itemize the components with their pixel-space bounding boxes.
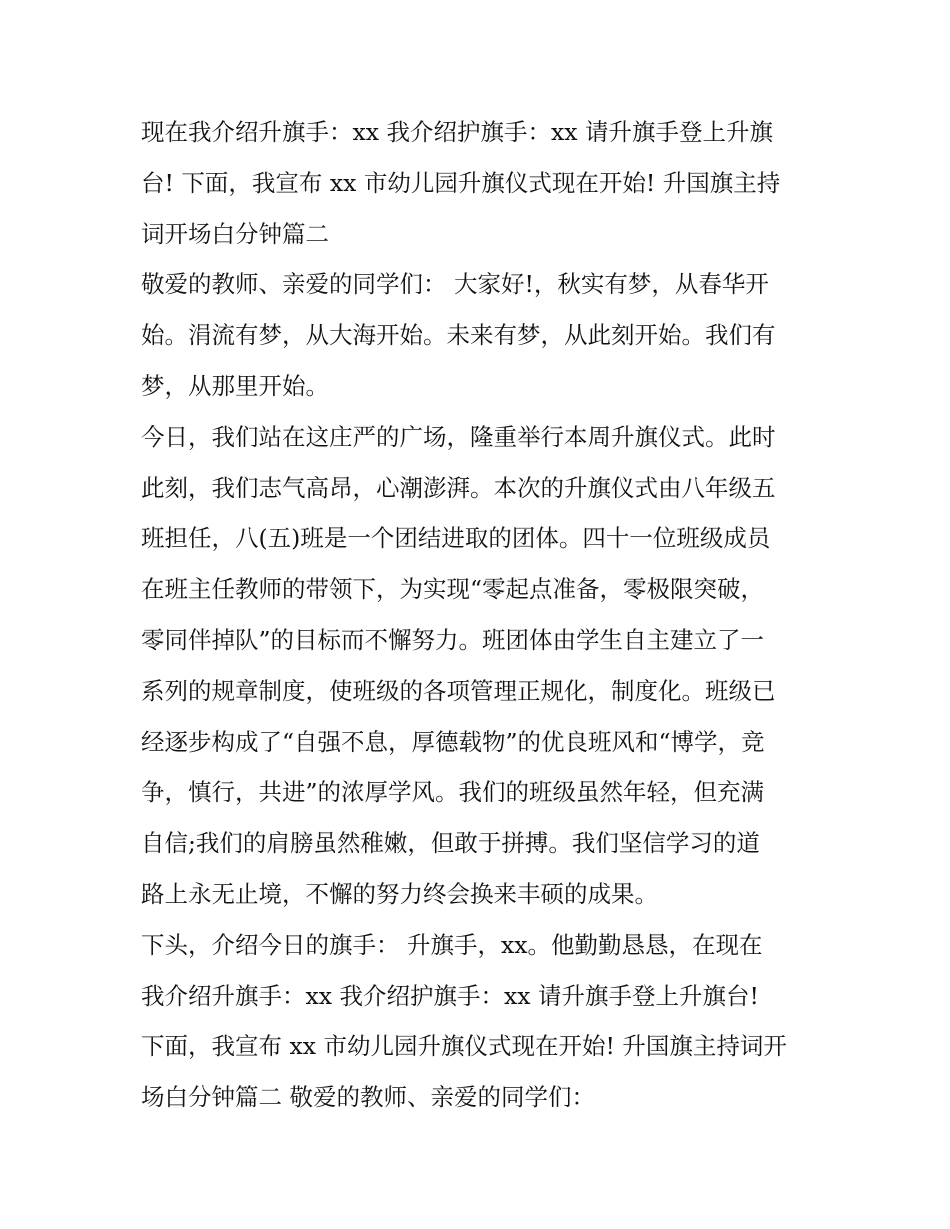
text-line: 场白分钟篇二 敬爱的教师、亲爱的同学们： bbox=[141, 1083, 595, 1112]
text-line: 梦，从那里开始。 bbox=[141, 371, 329, 400]
text-line: 下面，我宣布 xx 市幼儿园升旗仪式现在开始! 升国旗主持词开 bbox=[141, 1032, 787, 1061]
text-line: 路上永无止境，不懈的努力终会换来丰硕的成果。 bbox=[141, 879, 658, 908]
paragraph-4 bbox=[141, 920, 813, 1123]
text-line: 班担任，八(五)班是一个团结进取的团体。四十一位班级成员 bbox=[141, 524, 771, 553]
text-line: 此刻，我们志气高昂，心潮澎湃。本次的升旗仪式由八年级五 bbox=[141, 473, 776, 502]
text-line: 自信;我们的肩膀虽然稚嫩，但敢于拼搏。我们坚信学习的道 bbox=[141, 829, 760, 858]
text-line: 经逐步构成了“自强不息，厚德载物”的优良班风和“博学，竞 bbox=[141, 727, 765, 756]
text-line: 在班主任教师的带领下，为实现“零起点准备，零极限突破， bbox=[141, 575, 765, 604]
text-line: 下头，介绍今日的旗手： 升旗手，xx。他勤勤恳恳，在现在 bbox=[141, 930, 763, 959]
paragraph-3 bbox=[141, 412, 813, 920]
text-line: 零同伴掉队”的目标而不懈努力。班团体由学生自主建立了一 bbox=[141, 625, 765, 654]
paragraph-2 bbox=[141, 259, 813, 411]
text-line: 我介绍升旗手：xx 我介绍护旗手：xx 请升旗手登上升旗台! bbox=[141, 981, 759, 1010]
text-line: 台! 下面，我宣布 xx 市幼儿园升旗仪式现在开始! 升国旗主持 bbox=[141, 168, 781, 197]
text-line: 词开场白分钟篇二 bbox=[141, 219, 329, 248]
paragraph-1 bbox=[141, 107, 813, 259]
text-line: 始。涓流有梦，从大海开始。未来有梦，从此刻开始。我们有 bbox=[141, 321, 776, 350]
text-line: 系列的规章制度，使班级的各项管理正规化，制度化。班级已 bbox=[141, 676, 776, 705]
text-line: 现在我介绍升旗手：xx 我介绍护旗手：xx 请升旗手登上升旗 bbox=[141, 118, 773, 146]
text-line: 今日，我们站在这庄严的广场，隆重举行本周升旗仪式。此时 bbox=[141, 422, 776, 451]
document-body bbox=[141, 107, 813, 1123]
text-line: 敬爱的教师、亲爱的同学们： 大家好!，秋实有梦，从春华开 bbox=[141, 270, 769, 299]
text-line: 争，慎行，共进”的浓厚学风。我们的班级虽然年轻，但充满 bbox=[141, 778, 765, 807]
